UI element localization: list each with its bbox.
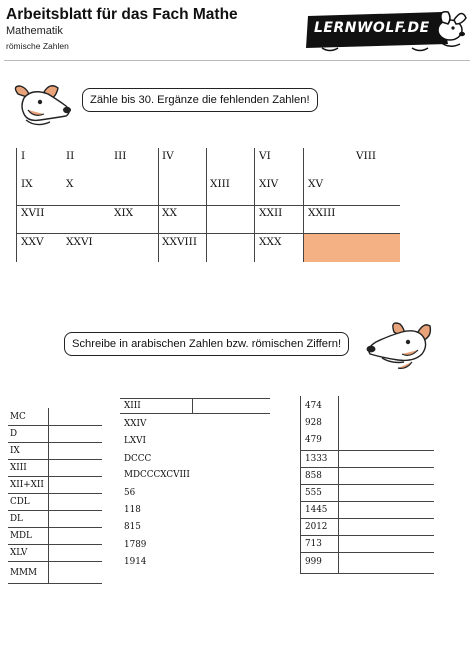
row-line <box>8 493 102 494</box>
row-line <box>8 476 102 477</box>
exercise-item: 815 <box>124 522 141 532</box>
counting-grid <box>16 148 400 262</box>
dog-mascot-icon <box>10 84 72 130</box>
grid-cell: XVII <box>21 207 45 219</box>
row-line <box>8 425 102 426</box>
row-line <box>300 552 434 553</box>
grid-cell: XIX <box>114 207 134 219</box>
row-line <box>300 535 434 536</box>
exercise-item: LXVI <box>124 436 146 446</box>
exercise-item: 56 <box>124 488 136 498</box>
exercise-item: 1333 <box>305 454 328 464</box>
lernwolf-logo <box>302 4 468 54</box>
column-divider <box>300 396 301 574</box>
exercise-item: MMM <box>10 568 38 578</box>
row-line <box>8 442 102 443</box>
grid-cell: VI <box>259 150 271 162</box>
exercise-item: MDL <box>10 531 32 541</box>
grid-cell: XXII <box>259 207 283 219</box>
task2-instruction-bubble <box>64 332 349 356</box>
grid-cell: XXVI <box>66 236 93 248</box>
exercise-item: 713 <box>305 539 322 549</box>
dog-mascot-icon <box>362 322 434 372</box>
highlight-cell <box>303 234 400 262</box>
exercise-item: 479 <box>305 435 322 445</box>
exercise-item: MDCCCXCVIII <box>124 470 190 480</box>
exercise-item: 1445 <box>305 505 328 515</box>
exercise-item: XIII <box>10 463 27 473</box>
grid-hline <box>16 233 400 234</box>
row-line <box>300 518 434 519</box>
task1-instruction: Zähle bis 30. Ergänze die fehlenden Zahlen! <box>90 94 310 106</box>
row-line <box>8 561 102 562</box>
grid-cell: XIII <box>210 178 230 190</box>
exercise-item: 474 <box>305 401 322 411</box>
exercise-item: XLV <box>10 548 28 558</box>
grid-cell: IV <box>162 150 174 162</box>
exercise-item: 118 <box>124 505 141 515</box>
exercise-item: 858 <box>305 471 322 481</box>
row-line <box>300 501 434 502</box>
grid-cell: IX <box>21 178 33 190</box>
grid-cell: II <box>66 150 75 162</box>
exercise-item: 555 <box>305 488 322 498</box>
row-line <box>8 583 102 584</box>
exercise-item: D <box>10 429 18 439</box>
exercise-item: DL <box>10 514 23 524</box>
exercise-item: 1914 <box>124 557 147 567</box>
row-line <box>300 573 434 574</box>
grid-cell: III <box>114 150 127 162</box>
column-divider <box>192 398 193 414</box>
grid-cell: I <box>21 150 26 162</box>
grid-cell: XIV <box>259 178 279 190</box>
grid-cell: XX <box>162 207 177 219</box>
exercise-item: 928 <box>305 418 322 428</box>
exercise-column-1 <box>8 408 102 584</box>
logo-text: LERNWOLF.DE <box>314 20 430 36</box>
row-line <box>300 484 434 485</box>
column-divider <box>48 408 49 584</box>
grid-cell: XXIII <box>308 207 336 219</box>
exercise-item: XII+XII <box>10 480 44 490</box>
row-line <box>8 544 102 545</box>
grid-hline <box>16 205 400 206</box>
row-line <box>8 510 102 511</box>
header-divider <box>4 60 470 61</box>
task1-instruction-bubble <box>82 88 318 112</box>
exercise-item: 2012 <box>305 522 328 532</box>
worksheet-title: Arbeitsblatt für das Fach Mathe <box>6 6 238 23</box>
exercise-item: DCCC <box>124 454 152 464</box>
exercise-column-3 <box>300 396 434 574</box>
exercise-column-2 <box>120 398 270 572</box>
worksheet-header <box>0 0 474 60</box>
row-line <box>8 527 102 528</box>
topic-label: römische Zahlen <box>6 41 69 51</box>
grid-cell: X <box>66 178 74 190</box>
row-line <box>300 467 434 468</box>
row-line <box>120 413 270 414</box>
grid-cell: XV <box>308 178 324 190</box>
row-line <box>120 398 270 399</box>
row-line <box>300 450 434 451</box>
exercise-item: XIII <box>124 401 141 411</box>
grid-cell: XXVIII <box>162 236 197 248</box>
exercise-item: IX <box>10 446 20 456</box>
grid-cell: XXX <box>259 236 282 248</box>
row-line <box>8 459 102 460</box>
grid-cell: XXV <box>21 236 44 248</box>
exercise-item: 1789 <box>124 540 147 550</box>
task2-instruction: Schreibe in arabischen Zahlen bzw. römischen Ziffern! <box>72 338 342 350</box>
exercise-item: CDL <box>10 497 30 507</box>
column-divider <box>338 396 339 574</box>
subject-label: Mathematik <box>6 25 63 37</box>
exercise-item: MC <box>10 412 26 422</box>
exercise-item: XXIV <box>124 419 147 429</box>
exercise-item: 999 <box>305 557 322 567</box>
grid-cell: VIII <box>356 150 377 162</box>
